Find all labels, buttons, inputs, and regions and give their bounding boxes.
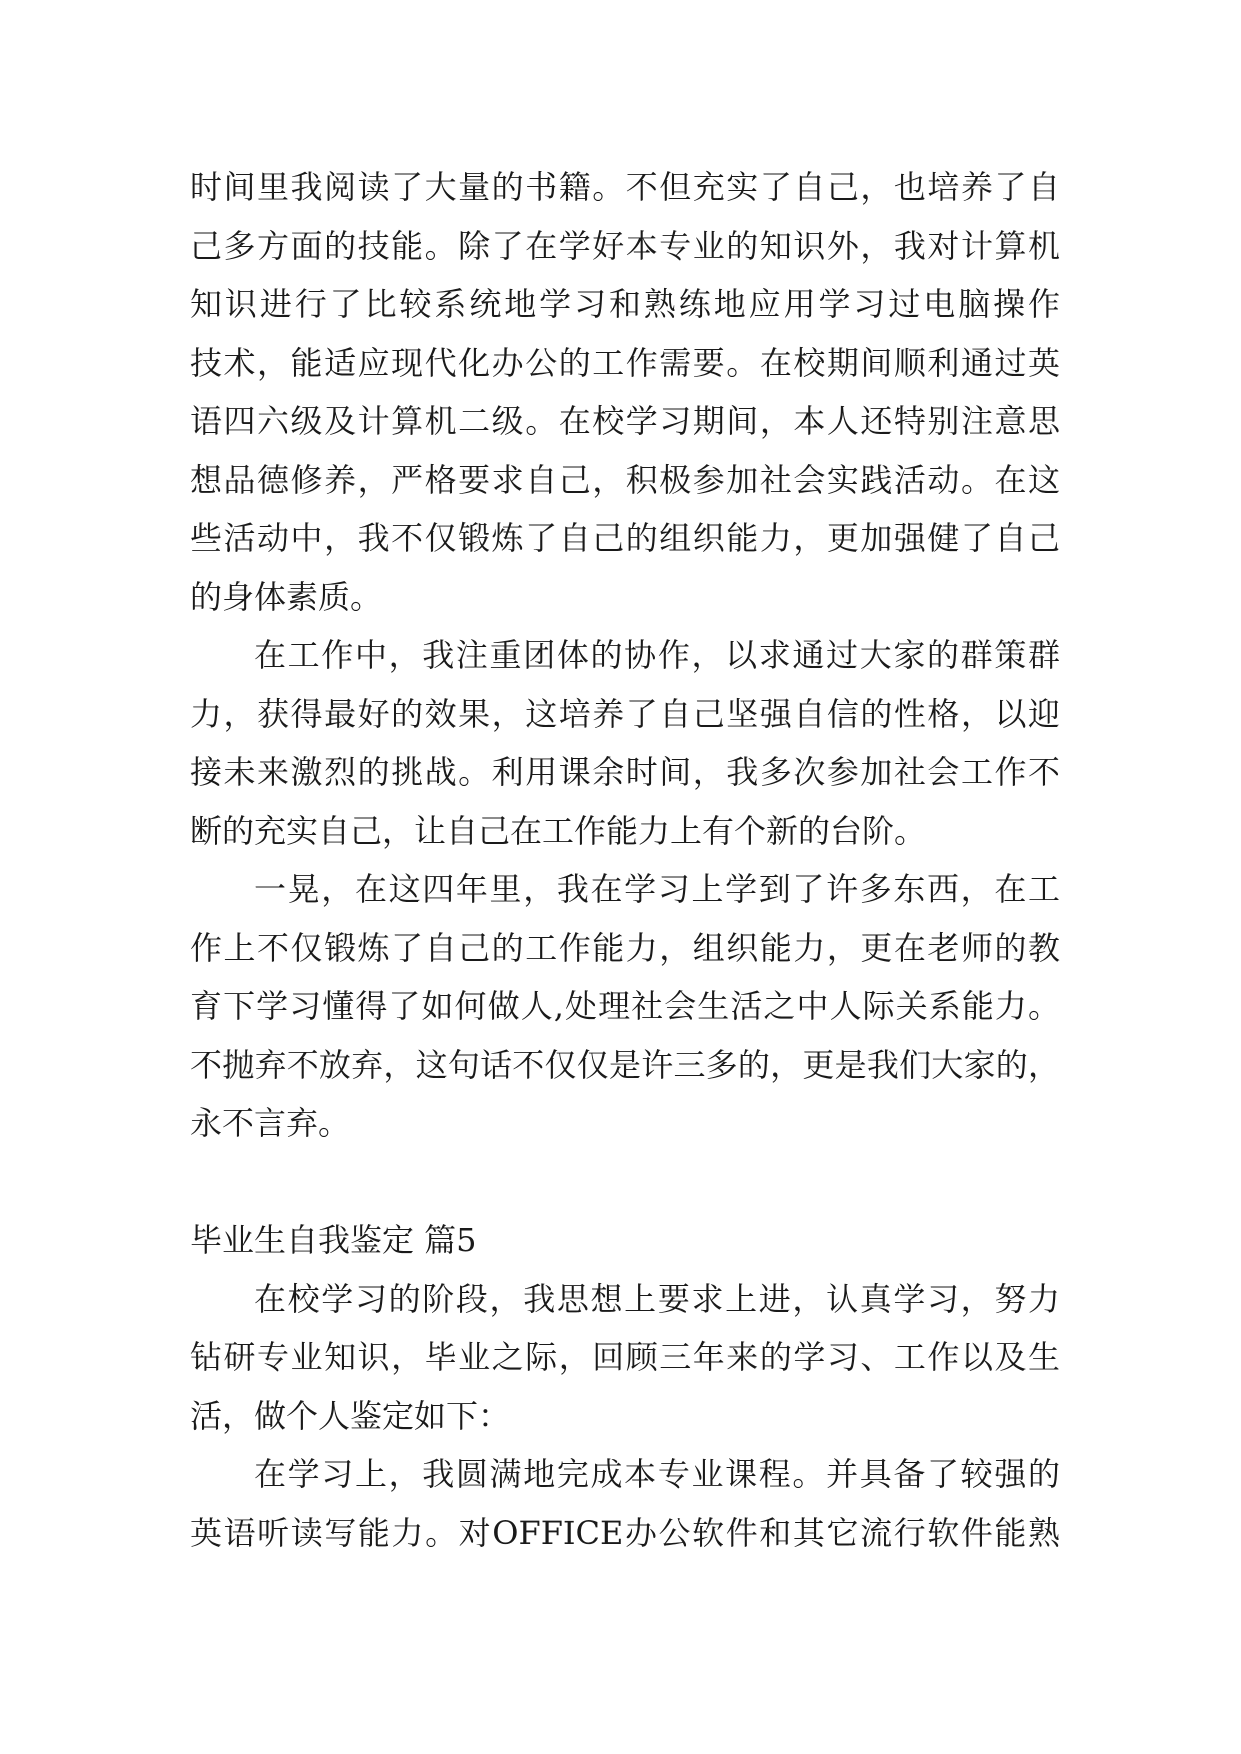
text-line: 知识进行了比较系统地学习和熟练地应用学习过电脑操作 [190,285,1060,323]
text-line: 在工作中，我注重团体的协作，以求通过大家的群策群 [254,636,1060,674]
paragraph [190,1270,1060,1446]
text-line: 一晃，在这四年里，我在学习上学到了许多东西，在工 [254,870,1060,908]
text-line: 永不言弃。 [190,1104,351,1142]
text-line: 在学习上，我圆满地完成本专业课程。并具备了较强的 [254,1455,1060,1493]
document-body [190,158,1060,1562]
paragraph [190,860,1060,1153]
text-line: 的身体素质。 [190,577,383,616]
paragraph [190,626,1060,860]
text-line: 作上不仅锻炼了自己的工作能力，组织能力，更在老师的教 [190,928,1060,967]
text-line: 育下学习懂得了如何做人,处理社会生活之中人际关系能力。 [190,987,1060,1025]
paragraph [190,1445,1060,1562]
text-line: 断的充实自己，让自己在工作能力上有个新的台阶。 [190,811,927,850]
text-line: 在校学习的阶段，我思想上要求上进，认真学习，努力 [254,1279,1060,1318]
text-line: 英语听读写能力。对OFFICE办公软件和其它流行软件能熟 [190,1513,1060,1552]
text-line: 接未来激烈的挑战。利用课余时间，我多次参加社会工作不 [190,753,1060,791]
text-line: 力，获得最好的效果，这培养了自己坚强自信的性格，以迎 [190,694,1060,733]
section-heading: 毕业生自我鉴定 篇5 [190,1221,477,1259]
text-line: 钻研专业知识，毕业之际，回顾三年来的学习、工作以及生 [190,1338,1060,1376]
text-line: 己多方面的技能。除了在学好本专业的知识外，我对计算机 [190,226,1060,265]
text-line: 时间里我阅读了大量的书籍。不但充实了自己，也培养了自 [190,168,1060,206]
text-line: 不抛弃不放弃，这句话不仅仅是许三多的，更是我们大家的， [190,1045,1060,1084]
text-line: 些活动中，我不仅锻炼了自己的组织能力，更加强健了自己 [190,519,1060,557]
spacer [190,1153,1060,1212]
text-line: 活，做个人鉴定如下： [190,1396,511,1435]
text-line: 技术，能适应现代化办公的工作需要。在校期间顺利通过英 [190,343,1060,382]
text-line: 语四六级及计算机二级。在校学习期间，本人还特别注意思 [190,402,1060,440]
paragraph [190,158,1060,626]
text-line: 想品德修养，严格要求自己，积极参加社会实践活动。在这 [190,460,1060,499]
